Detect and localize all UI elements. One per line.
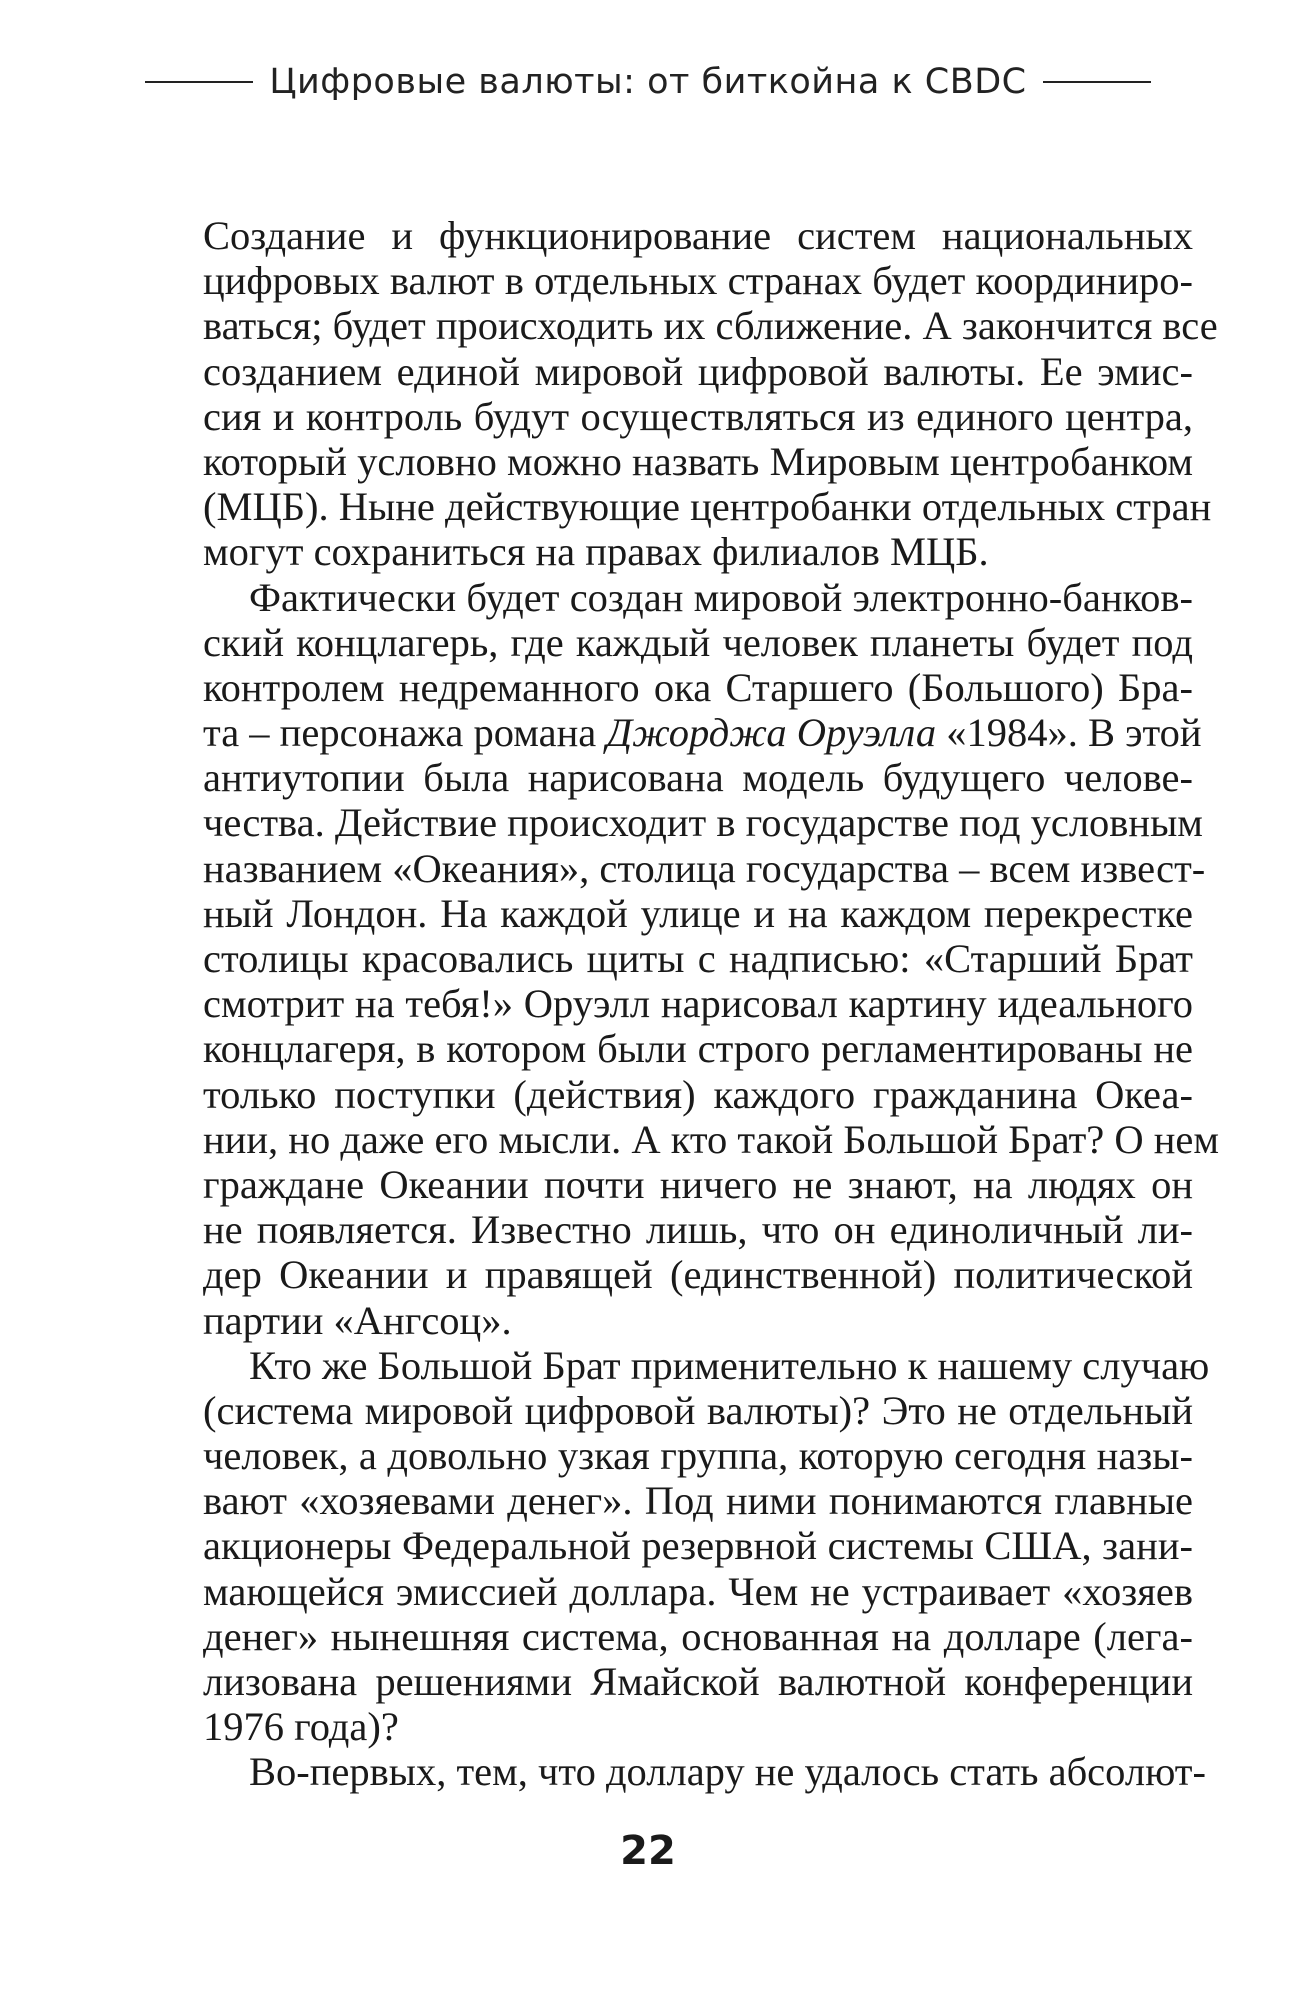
text-line: созданием единой мировой цифровой валюты. Ее эмис- (203, 348, 1193, 394)
paragraph-4 (203, 1749, 1206, 1795)
paragraph-1 (203, 213, 1218, 575)
text-line: который условно можно назвать Мировым центробанком (203, 438, 1193, 484)
running-header-title: Цифровые валюты: от биткойна к CBDC (269, 62, 1027, 102)
text-line: концлагеря, в котором были строго регламентированы не (203, 1026, 1193, 1072)
text-line: партии «Ангсоц». (203, 1297, 512, 1343)
text-line: 1976 года)? (203, 1704, 399, 1750)
header-rule-left (145, 81, 253, 83)
text-line: цифровых валют в отдельных странах будет координиро- (203, 258, 1193, 304)
text-line: граждане Океании почти ничего не знают, на людях он (203, 1161, 1193, 1207)
text-line: могут сохраниться на правах филиалов МЦБ. (203, 529, 989, 575)
text-segment: «1984». В этой (936, 710, 1202, 756)
text-line: смотрит на тебя!» Оруэлл нарисовал картину идеального (203, 981, 1193, 1027)
text-line: столицы красовались щиты с надписью: «Старший Брат (203, 936, 1193, 981)
text-line: Во-первых, тем, что доллару не удалось стать абсолют- (249, 1749, 1206, 1795)
text-line: названием «Океания», столица государства – всем извест- (203, 845, 1206, 891)
text-line: Создание и функционирование систем национальных (203, 213, 1193, 258)
body-text (203, 213, 1220, 1795)
text-line: ный Лондон. На каждой улице и на каждом перекрестке (203, 890, 1193, 936)
text-line: антиутопии была нарисована модель будущего челове- (203, 755, 1193, 801)
text-line: только поступки (действия) каждого гражданина Океа- (203, 1071, 1193, 1117)
text-line: денег» нынешняя система, основанная на долларе (лега- (203, 1613, 1193, 1659)
text-line: (МЦБ). Ныне действующие центробанки отдельных стран (203, 484, 1212, 530)
italic-author-name: Джорджа Оруэлла (606, 710, 937, 756)
header-rule-right (1043, 81, 1151, 83)
text-line: вают «хозяевами денег». Под ними понимаются главные (203, 1478, 1193, 1524)
text-line: лизована решениями Ямайской валютной конференции (203, 1659, 1193, 1704)
text-line: дер Океании и правящей (единственной) политической (203, 1252, 1193, 1298)
text-segment: та – персонажа романа (203, 710, 607, 756)
text-line-with-italic (203, 710, 1202, 756)
paragraph-3 (203, 1342, 1210, 1750)
text-line: Фактически будет создан мировой электронно-банков- (249, 574, 1193, 620)
paragraph-2 (203, 574, 1220, 1343)
text-line: (система мировой цифровой валюты)? Это не отдельный (203, 1387, 1193, 1433)
text-line: акционеры Федеральной резервной системы США, зани- (203, 1523, 1193, 1569)
text-line: мающейся эмиссией доллара. Чем не устраивает «хозяев (203, 1568, 1193, 1614)
running-header (0, 62, 1296, 102)
text-line: ский концлагерь, где каждый человек планеты будет под (203, 619, 1193, 665)
text-line: чества. Действие происходит в государстве под условным (203, 800, 1203, 846)
text-line: человек, а довольно узкая группа, которую сегодня назы- (203, 1433, 1193, 1479)
text-line: ваться; будет происходить их сближение. А закончится все (203, 303, 1218, 349)
text-line: нии, но даже его мысли. А кто такой Большой Брат? О нем (203, 1116, 1220, 1162)
page-number: 22 (620, 1828, 676, 1874)
text-line: не появляется. Известно лишь, что он единоличный ли- (203, 1207, 1193, 1253)
text-line: Кто же Большой Брат применительно к нашему случаю (249, 1342, 1210, 1388)
text-line: сия и контроль будут осуществляться из единого центра, (203, 393, 1193, 439)
text-line: контролем недреманного ока Старшего (Большого) Бра- (203, 664, 1193, 710)
